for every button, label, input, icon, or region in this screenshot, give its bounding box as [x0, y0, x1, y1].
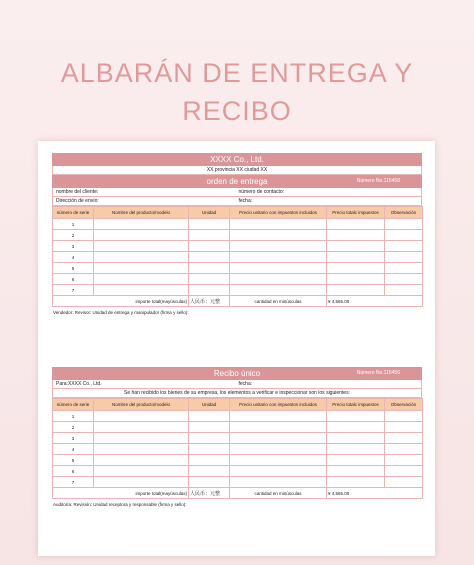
- table-row: [53, 219, 423, 230]
- table-row: [53, 263, 423, 274]
- header-serial: número de serie: [53, 207, 94, 219]
- customer-name-label: nombre del cliente:: [56, 189, 99, 195]
- receipt-statement: Se han recibido los bienes de su empresa, los elementos a verificar e inspeccionar son los siguientes:: [124, 390, 350, 396]
- table-header-row: [53, 207, 423, 219]
- shipping-address-label: Dirección de envío:: [56, 198, 99, 204]
- delivery-items-table: [52, 206, 423, 307]
- order-title: orden de entrega: [206, 177, 268, 186]
- row-number: 5: [53, 263, 94, 274]
- header-product: Nombre del producto/modelo: [94, 207, 189, 219]
- totals-row: [53, 488, 423, 499]
- total-words: 人民币：元整: [189, 488, 230, 499]
- total-words: 人民币：元整: [189, 296, 230, 307]
- row-number: 2: [53, 230, 94, 241]
- total-uppercase-label: importe total(mayúsculas): [53, 296, 189, 307]
- total-lowercase-label: cantidad en minúsculas: [230, 488, 327, 499]
- delivery-note: [52, 153, 422, 315]
- row-number: 7: [53, 285, 94, 296]
- company-name: XXXX Co., Ltd.: [210, 155, 264, 164]
- row-number: 3: [53, 241, 94, 252]
- receipt-statement-line: [52, 389, 422, 398]
- row-number: 4: [53, 252, 94, 263]
- document-sheet: [38, 141, 435, 556]
- table-row: [53, 477, 423, 488]
- contact-number-label: número de contacto:: [238, 189, 285, 195]
- totals-row: [53, 296, 423, 307]
- address-date-line: [52, 197, 422, 206]
- row-number: 5: [53, 455, 94, 466]
- page-title-line-1: ALBARÁN DE ENTREGA Y: [60, 58, 414, 88]
- receipt-title-bar: [52, 367, 422, 380]
- table-row: [53, 422, 423, 433]
- order-number: Número No.115458: [356, 178, 400, 184]
- total-lowercase-label: cantidad en minúsculas: [230, 296, 327, 307]
- order-title-bar: [52, 175, 422, 188]
- date-label: fecha:: [238, 198, 253, 204]
- address-line: [52, 166, 422, 175]
- table-row: [53, 433, 423, 444]
- header-notes: Observación: [385, 207, 423, 219]
- receipt: [52, 367, 422, 507]
- receipt-to-line: [52, 380, 422, 389]
- customer-line: [52, 188, 422, 197]
- header-unit: Unidad: [189, 399, 230, 411]
- row-number: 3: [53, 433, 94, 444]
- receipt-to-label: Para:XXXX Co., Ltd.: [56, 381, 102, 387]
- table-row: [53, 444, 423, 455]
- header-unit-price: Precio unitario con impuestos incluidos: [230, 399, 327, 411]
- table-row: [53, 411, 423, 422]
- total-lowercase-value: ¥ 4,565.00: [327, 296, 423, 307]
- table-row: [53, 285, 423, 296]
- row-number: 1: [53, 219, 94, 230]
- row-number: 7: [53, 477, 94, 488]
- table-row: [53, 455, 423, 466]
- header-total-price: Precio totalc impuestos: [327, 399, 385, 411]
- table-row: [53, 252, 423, 263]
- row-number: 4: [53, 444, 94, 455]
- header-unit-price: Precio unitario con impuestos incluidos: [230, 207, 327, 219]
- delivery-footer: Vendedor: Revisor: Unidad de entrega y manipulador (firma y sello):: [53, 310, 189, 315]
- total-uppercase-label: importe total(mayúsculas): [53, 488, 189, 499]
- header-total-price: Precio totalc impuestos: [327, 207, 385, 219]
- company-bar: [52, 153, 422, 166]
- receipt-title: Recibo único: [213, 369, 261, 378]
- receipt-items-table: [52, 398, 423, 499]
- row-number: 1: [53, 411, 94, 422]
- table-row: [53, 274, 423, 285]
- table-row: [53, 230, 423, 241]
- row-number: 6: [53, 466, 94, 477]
- total-lowercase-value: ¥ 4,565.00: [327, 488, 423, 499]
- header-serial: número de serie: [53, 399, 94, 411]
- receipt-number: Número No.115456: [356, 370, 400, 376]
- header-unit: Unidad: [189, 207, 230, 219]
- table-row: [53, 466, 423, 477]
- address-text: XX provincia XX ciudad XX: [206, 167, 268, 173]
- header-notes: Observación: [385, 399, 423, 411]
- row-number: 6: [53, 274, 94, 285]
- table-row: [53, 241, 423, 252]
- header-product: Nombre del producto/modelo: [94, 399, 189, 411]
- receipt-footer: Auditoría: Revisión: Unidad receptora y responsable (firma y sello):: [53, 502, 187, 507]
- receipt-date-label: fecha:: [238, 381, 253, 387]
- row-number: 2: [53, 422, 94, 433]
- table-header-row: [53, 399, 423, 411]
- page-title-line-2: RECIBO: [182, 96, 292, 126]
